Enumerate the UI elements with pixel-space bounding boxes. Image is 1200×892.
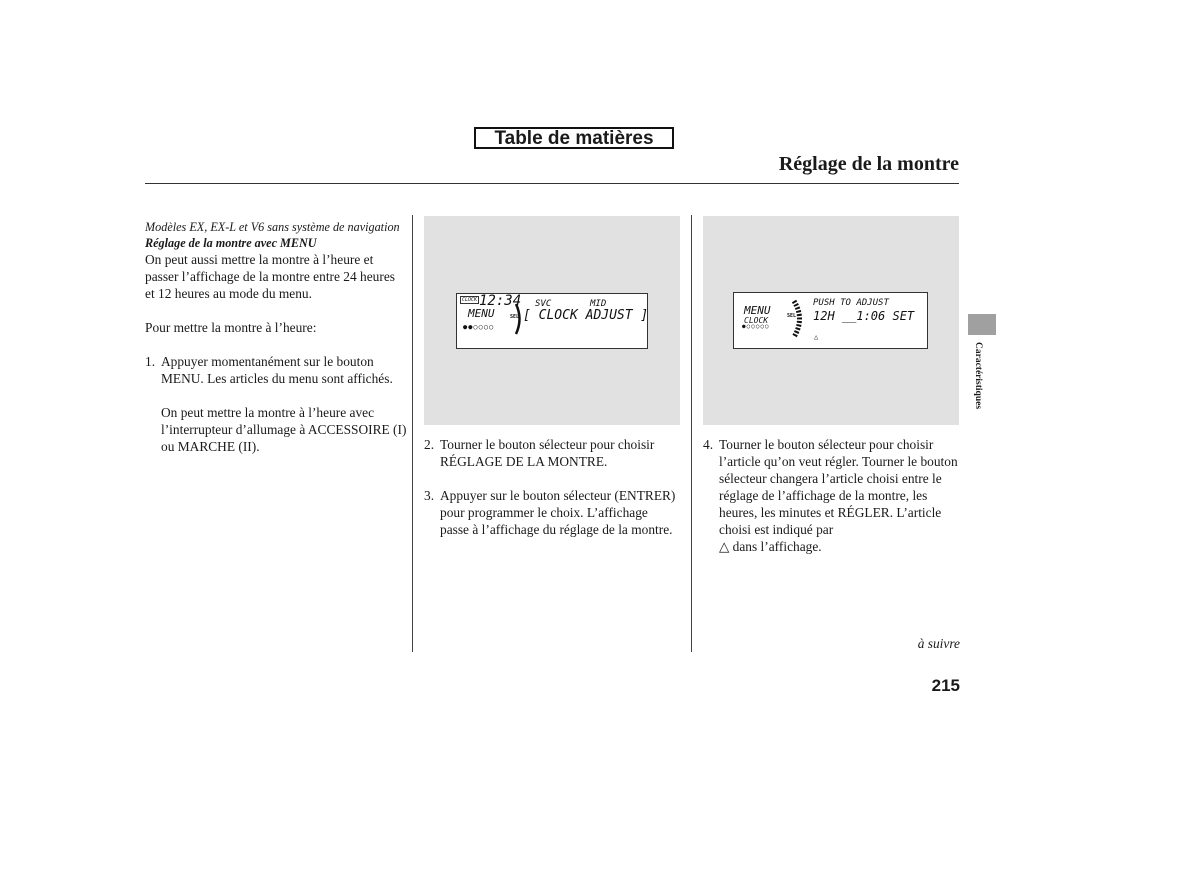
lcd-time-setting: 12H __1:06 SET [813, 309, 915, 323]
selector-knob-arc-icon [792, 299, 806, 339]
lcd-clock: CLOCK [744, 316, 769, 325]
indicator-dots: ●●○○○○ [463, 323, 495, 331]
section-tab[interactable] [968, 314, 996, 335]
step-1-note: On peut mettre la montre à l’heure avec l’interrupteur d’allumage à ACCESSOIRE (I) ou MARCHE (II). [161, 405, 407, 454]
column-divider-1 [412, 215, 413, 652]
step-text-tail: dans l’affichage. [729, 539, 822, 554]
clock-tag: CLOCK [462, 297, 478, 303]
step-text [719, 436, 959, 555]
step-number: 4. [703, 437, 714, 452]
models-note: Modèles EX, EX-L et V6 sans système de navigation [145, 220, 400, 234]
lcd-svc: SVC [535, 299, 552, 309]
title-divider [145, 183, 959, 184]
section-label: Caractéristiques [973, 342, 983, 410]
figure-clock-adjust-menu [424, 216, 680, 425]
continued-note: à suivre [917, 636, 960, 651]
column-2 [424, 436, 680, 538]
lcd-menu-item: [ CLOCK ADJUST ] [523, 308, 649, 323]
section-subheading: Réglage de la montre avec MENU [145, 236, 317, 250]
step-number: 3. [424, 488, 435, 503]
lcd-sel: SEL [510, 314, 520, 320]
column-3 [703, 436, 959, 555]
step-2 [424, 436, 680, 470]
lcd-sel: SEL [787, 313, 797, 319]
step-3 [424, 487, 680, 538]
step-number: 1. [145, 354, 156, 369]
page-title: Réglage de la montre [778, 153, 959, 175]
intro-paragraph: On peut aussi mettre la montre à l’heure et passer l’affichage de la montre entre 24 heures et 12 heures au mode du menu. [145, 252, 395, 301]
step-text-main: Tourner le bouton sélecteur pour choisir l’article qu’on veut régler. Tourner le bouton sélecteur changera l’article choisi entre le réglage de l’affichage de la montre, les heures, les minutes et RÉGLER. L’article choisi est indiqué par [719, 437, 958, 537]
lcd-menu: MENU [744, 304, 771, 317]
column-1 [145, 219, 407, 455]
lcd-display [456, 293, 648, 349]
marker-symbol: △ [719, 539, 730, 554]
indicator-dots: ●○○○○○ [742, 323, 770, 330]
step-4 [703, 436, 959, 555]
lcd-push-to-adjust: PUSH TO ADJUST [813, 298, 889, 308]
selector-knob-arc-icon [514, 302, 524, 336]
step-text: Tourner le bouton sélecteur pour choisir RÉGLAGE DE LA MONTRE. [440, 437, 655, 469]
lcd-time: 12:34 [479, 293, 522, 309]
table-of-contents-button[interactable]: Table de matières [474, 127, 674, 149]
lead-paragraph: Pour mettre la montre à l’heure: [145, 320, 317, 335]
lcd-menu: MENU [468, 307, 495, 320]
column-divider-2 [691, 215, 692, 652]
lcd-mid: MID [590, 299, 607, 309]
page-number: 215 [931, 676, 960, 695]
step-text: Appuyer sur le bouton sélecteur (ENTRER) pour programmer le choix. L’affichage passe à l’affichage du réglage de la montre. [440, 488, 676, 537]
lcd-display [733, 292, 928, 349]
figure-clock-setting [703, 216, 959, 425]
step-1 [145, 353, 407, 387]
step-text: Appuyer momentanément sur le bouton MENU. Les articles du menu sont affichés. [161, 354, 393, 386]
lcd-marker: △ [814, 333, 819, 341]
step-number: 2. [424, 437, 435, 452]
